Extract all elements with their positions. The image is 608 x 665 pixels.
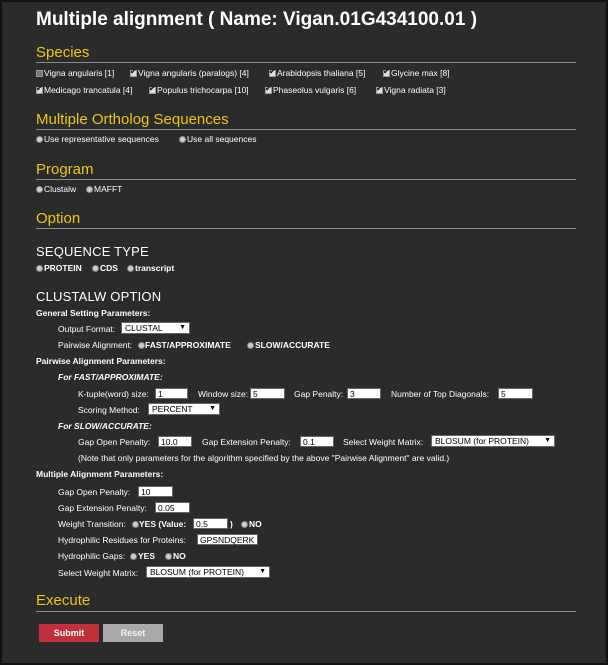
species-label-4: Glycine max [8] [391, 68, 450, 78]
weight-transition-yes-label: YES (Value: [139, 519, 187, 529]
slow-accurate-label: SLOW/ACCURATE [255, 340, 330, 350]
scoring-method-value: PERCENT [152, 404, 193, 414]
multiple-weight-matrix-select[interactable] [146, 566, 270, 578]
species-checkbox-6[interactable] [149, 87, 156, 94]
hydrophilic-residues-input[interactable]: GPSNDQERK [197, 534, 258, 545]
all-sequences-radio[interactable] [179, 136, 186, 143]
multiple-gap-extension-input[interactable]: 0.05 [155, 502, 190, 513]
fast-approximate-heading: For FAST/APPROXIMATE: [58, 372, 163, 382]
hydrophilic-gaps-yes-label: YES [138, 551, 156, 561]
species-checkbox-2[interactable] [130, 70, 137, 77]
protein-radio[interactable] [36, 265, 43, 272]
output-format-value: CLUSTAL [125, 323, 163, 333]
option-heading: Option [36, 210, 81, 227]
hydrophilic-gaps-no-radio[interactable] [165, 553, 172, 560]
pairwise-weight-matrix-select[interactable] [431, 435, 555, 447]
top-diagonals-input[interactable]: 5 [498, 388, 533, 399]
species-checkbox-7[interactable] [265, 87, 272, 94]
fast-approximate-label: FAST/APPROXIMATE [145, 340, 231, 350]
protein-label: PROTEIN [44, 263, 82, 273]
multiple-gap-open-input[interactable]: 10 [138, 486, 173, 497]
species-checkbox-4[interactable] [383, 70, 390, 77]
species-checkbox-3[interactable] [269, 70, 276, 77]
hydrophilic-gaps-label: Hydrophilic Gaps: [58, 551, 126, 561]
multiple-weight-matrix-value: BLOSUM (for PROTEIN) [150, 567, 244, 577]
general-settings-heading: General Setting Parameters: [36, 308, 151, 318]
species-label-6: Populus trichocarpa [10] [157, 85, 249, 95]
output-format-select[interactable] [121, 322, 190, 334]
slow-accurate-heading: For SLOW/ACCURATE: [58, 421, 152, 431]
transcript-label: transcript [135, 263, 175, 273]
program-heading: Program [36, 161, 94, 178]
all-sequences-label: Use all sequences [187, 134, 257, 144]
gap-penalty-input[interactable]: 3 [347, 388, 381, 399]
species-label-2: Vigna angularis (paralogs) [4] [138, 68, 249, 78]
pairwise-weight-matrix-value: BLOSUM (for PROTEIN) [435, 436, 529, 446]
reset-button[interactable]: Reset [103, 624, 163, 642]
weight-transition-value-input[interactable]: 0.5 [193, 518, 228, 529]
scoring-method-label: Scoring Method: [78, 405, 140, 415]
clustalw-option-heading: CLUSTALW OPTION [36, 289, 162, 304]
page-title: Multiple alignment ( Name: Vigan.01G434100.01 ) [36, 9, 478, 30]
representative-radio[interactable] [36, 136, 43, 143]
species-heading: Species [36, 44, 90, 61]
mafft-radio[interactable] [86, 186, 93, 193]
chevron-down-icon: ▼ [259, 568, 266, 575]
species-label-8: Vigna radiata [3] [384, 85, 446, 95]
weight-transition-no-radio[interactable] [241, 521, 248, 528]
execute-heading: Execute [36, 592, 91, 609]
divider [36, 228, 576, 229]
ktuple-label: K-tuple(word) size: [78, 389, 149, 399]
pairwise-gap-extension-label: Gap Extension Penalty: [202, 437, 291, 447]
pairwise-params-heading: Pairwise Alignment Parameters: [36, 356, 166, 366]
weight-transition-label: Weight Transition: [58, 519, 126, 529]
top-diagonals-label: Number of Top Diagonals: [391, 389, 490, 399]
pairwise-gap-open-label: Gap Open Penalty: [78, 437, 151, 447]
hydrophilic-gaps-yes-radio[interactable] [130, 553, 137, 560]
pairwise-note: (Note that only parameters for the algorithm specified by the above "Pairwise Alignment" are valid.) [78, 453, 450, 463]
hydrophilic-residues-label: Hydrophilic Residues for Proteins: [58, 535, 187, 545]
sequence-type-heading: SEQUENCE TYPE [36, 244, 149, 259]
window-size-label: Window size: [198, 389, 249, 399]
species-label-5: Medicago trancatula [4] [44, 85, 133, 95]
clustalw-radio[interactable] [36, 186, 43, 193]
divider [36, 62, 576, 63]
ktuple-input[interactable]: 1 [155, 388, 188, 399]
species-checkbox-1[interactable] [36, 70, 43, 77]
weight-transition-no-label: NO [249, 519, 262, 529]
chevron-down-icon: ▼ [179, 324, 186, 331]
chevron-down-icon: ▼ [544, 437, 551, 444]
cds-label: CDS [100, 263, 118, 273]
pairwise-gap-open-input[interactable]: 10.0 [158, 436, 192, 447]
species-checkbox-8[interactable] [376, 87, 383, 94]
chevron-down-icon: ▼ [209, 405, 216, 412]
output-format-label: Output Format: [58, 324, 116, 334]
fast-approximate-radio[interactable] [138, 342, 145, 349]
species-checkbox-5[interactable] [36, 87, 43, 94]
ortholog-heading: Multiple Ortholog Sequences [36, 111, 229, 128]
scoring-method-select[interactable] [148, 403, 220, 415]
multiple-params-heading: Multiple Alignment Parameters: [36, 469, 164, 479]
species-label-1: Vigna angularis [1] [44, 68, 115, 78]
divider [36, 611, 576, 612]
divider [36, 129, 576, 130]
weight-transition-close-paren: ) [230, 519, 233, 529]
pairwise-alignment-label: Pairwise Alignment: [58, 340, 133, 350]
representative-label: Use representative sequences [44, 134, 159, 144]
cds-radio[interactable] [92, 265, 99, 272]
submit-button[interactable]: Submit [39, 624, 99, 642]
divider [36, 179, 576, 180]
multiple-weight-matrix-label: Select Weight Matrix: [58, 568, 139, 578]
species-label-7: Phaseolus vulgaris [6] [273, 85, 357, 95]
window-size-input[interactable]: 5 [250, 388, 285, 399]
multiple-gap-extension-label: Gap Extension Penalty: [58, 503, 147, 513]
gap-penalty-label: Gap Penalty: [294, 389, 344, 399]
multiple-gap-open-label: Gap Open Penalty: [58, 487, 131, 497]
transcript-radio[interactable] [127, 265, 134, 272]
species-label-3: Arabidopsis thaliana [5] [277, 68, 366, 78]
pairwise-weight-matrix-label: Select Weight Matrix: [343, 437, 424, 447]
slow-accurate-radio[interactable] [247, 342, 254, 349]
clustalw-label: Clustalw [44, 184, 77, 194]
hydrophilic-gaps-no-label: NO [173, 551, 186, 561]
pairwise-gap-extension-input[interactable]: 0.1 [300, 436, 334, 447]
weight-transition-yes-radio[interactable] [132, 521, 139, 528]
mafft-label: MAFFT [94, 184, 123, 194]
